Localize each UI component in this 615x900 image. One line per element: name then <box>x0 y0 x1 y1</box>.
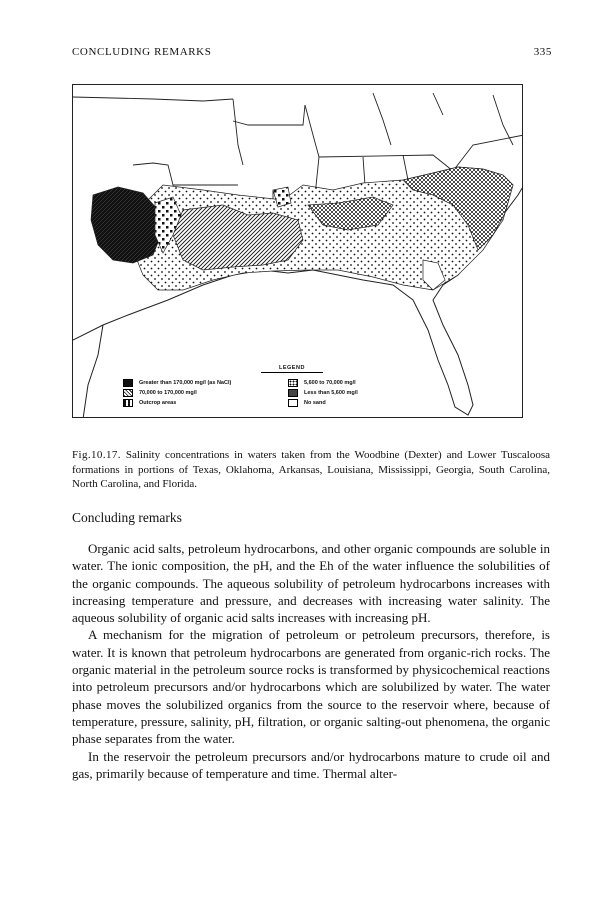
running-title: CONCLUDING REMARKS <box>72 46 212 58</box>
section-title: Concluding remarks <box>72 510 182 525</box>
page-number: 335 <box>533 46 552 58</box>
paragraph: A mechanism for the migration of petroleum or petroleum precursors, therefore, is water. It is known that petroleum hydrocarbons are generated from organic-rich rocks. The organic material in the petroleum source rocks is transformed by physicochemical reactions into petroleum precursors and/or hydrocarbons which are solubilized by water. The water phase moves the solubilized organics from the source to the reservoir where, because of temperature, pressure, salinity, pH, filtration, or organic salting-out phenomena, the organic phase separates from the water. <box>72 627 550 747</box>
legend-item-outcrop: Outcrop areas <box>123 399 176 408</box>
legend-item-5600-70000: 5,600 to 70,000 mg/l <box>288 379 356 388</box>
caption-label: Fig.10.17. <box>72 449 121 461</box>
salinity-map-figure <box>72 84 523 418</box>
hatch-swatch-icon <box>123 389 133 397</box>
body-text <box>72 540 550 782</box>
figure-caption <box>72 448 550 492</box>
dense-dots-swatch-icon <box>288 389 298 397</box>
paragraph: Organic acid salts, petroleum hydrocarbons, and other organic compounds are soluble in water. The ionic composition, the pH, and the Eh of the water influence the solubilities of the organic compounds. The aqueous solubility of petroleum hydrocarbons increases with increasing temperature and pressure, and decreases with increasing water salinity. The aqueous solubility of organic acid salts increases with increasing pH. <box>72 541 550 626</box>
blocks-swatch-icon <box>123 399 133 407</box>
solid-swatch-icon <box>123 379 133 387</box>
legend-item-70000-170000: 70,000 to 170,000 mg/l <box>123 389 197 398</box>
paragraph: In the reservoir the petroleum precursors and/or hydrocarbons mature to crude oil and gas, primarily because of temperature and time. Thermal alter- <box>72 748 550 781</box>
legend-item-greater-170000: Greater than 170,000 mg/l (as NaCl) <box>123 379 231 388</box>
open-swatch-icon <box>288 399 298 407</box>
legend-item-less-5600: Less than 5,600 mg/l <box>288 389 358 398</box>
sparse-dots-swatch-icon <box>288 379 298 387</box>
caption-text: Salinity concentrations in waters taken from the Woodbine (Dexter) and Lower Tuscaloosa formations in portions of Texas, Oklahoma, Arkansas, Louisiana, Mississippi, Georgia, South Carolina, North Carolina, and Florida. <box>72 449 551 490</box>
legend-item-no-sand: No sand <box>288 399 326 408</box>
running-header <box>72 46 552 60</box>
map-legend <box>123 365 453 415</box>
legend-title: LEGEND <box>261 365 323 373</box>
